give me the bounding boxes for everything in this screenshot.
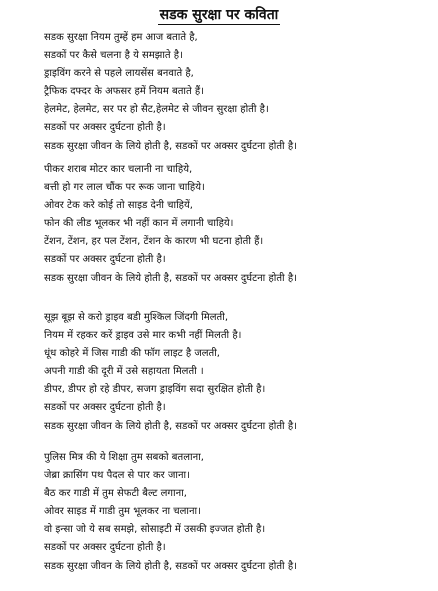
poem-line: ड्राइविंग करने से पहले लायसेंस बनवाते है,: [44, 68, 194, 80]
poem-line: सूझ बूझ से करो ड्राइव बडी मुश्किल जिंदगी मिलती,: [44, 312, 228, 323]
poem-line: पीकर शराब मोटर कार चलानी ना चाहिये,: [44, 164, 193, 175]
stanza-1: [44, 29, 424, 156]
poem-line: डीपर, डीपर हो रहे डीपर, सजग ड्राइविंग सदा सुरक्षित होती है।: [44, 384, 266, 396]
poem-line: नियम में रहकर करें ड्राइव उसे मार कभी नहीं मिलती है।: [44, 330, 242, 342]
poem-line: वो इन्सा जो ये सब समझे, सोसाइटी में उसकी इज्जत होती है।: [44, 524, 266, 536]
poem-line: बैठ कर गाडी में तुम सेफटी बैल्ट लगाना,: [44, 488, 187, 500]
stanza-2: [44, 161, 424, 288]
poem-line: ओवर साइड में गाडी तुम भूलकर ना चलाना।: [44, 506, 201, 518]
poem-line: सडकों पर अक्सर दुर्घटना होती है।: [44, 254, 166, 266]
poem-line: सडक सुरक्षा जीवन के लिये होती है, सडकों पर अक्सर दुर्घटना होती है।: [44, 272, 297, 284]
page-title: [0, 6, 438, 24]
poem-line: सडकों पर अक्सर दुर्घटना होती है।: [44, 122, 166, 134]
stanza-4: [44, 449, 424, 576]
poem-line: फोन की लीड भूलकर भी नहीं कान में लगानी चाहिये।: [44, 218, 234, 230]
poem-line: सडकों पर कैसे चलना है ये समझाते है।: [44, 50, 183, 62]
poem-line: सडकों पर अक्सर दुर्घटना होती है।: [44, 402, 166, 414]
poem-line: हेलमेट, हेलमेट, सर पर हो सैट,हेलमेट से जीवन सुरक्षा होती है।: [44, 104, 269, 116]
poem-line: अपनी गाडी की दूरी में उसे सहायता मिलती ।: [44, 366, 204, 378]
poem-line: धूंध कोहरे में जिस गाडी की फॉग लाइट है जलती,: [44, 348, 220, 360]
poem-line: सडकों पर अक्सर दुर्घटना होती है।: [44, 542, 166, 554]
poem-line: पुलिस मित्र की ये शिक्षा तुम सबको बतलाना,: [44, 452, 204, 463]
stanza-3: [44, 309, 424, 436]
poem-line: ओवर टेक करे कोई तो साइड देनी चाहियें,: [44, 200, 193, 212]
poem-line: ट्रैफिक दफ्दर के अफसर हमें नियम बताते हैं।: [44, 86, 204, 98]
poem-line: जेब्रा क्रासिंग पथ पैदल से पार कर जाना।: [44, 470, 190, 482]
poem-line: बत्ती हो गर लाल चौंक पर रूक जाना चाहिये।: [44, 182, 205, 194]
poem-line: टेंशन, टेंशन, हर पल टेंशन, टेंशन के कारण भी घटना होती हैं।: [44, 236, 264, 248]
page-title-text: सडक सुरक्षा पर कविता: [159, 7, 279, 23]
poem-line: सडक सुरक्षा जीवन के लिये होती है, सडकों पर अक्सर दुर्घटना होती है।: [44, 140, 297, 152]
poem-line: सडक सुरक्षा जीवन के लिये होती है, सडकों पर अक्सर दुर्घटना होती है।: [44, 420, 297, 432]
poem-line: सडक सुरक्षा जीवन के लिये होती है, सडकों पर अक्सर दुर्घटना होती है।: [44, 560, 297, 572]
poem-line: सडक सुरक्षा नियम तुम्हें हम आज बताते है,: [44, 32, 198, 43]
